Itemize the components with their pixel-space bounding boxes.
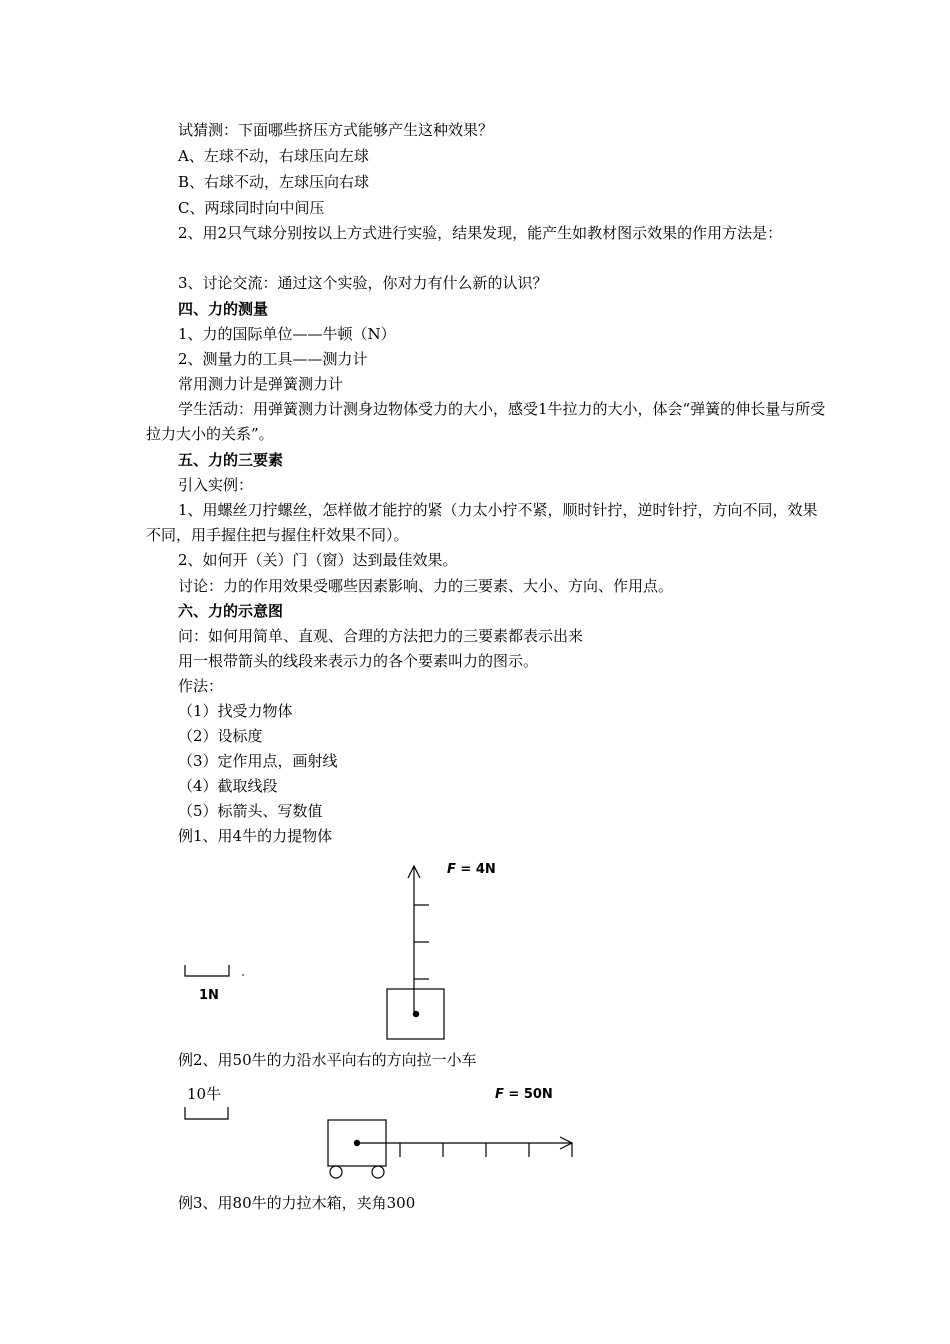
force-application-point-2 (354, 1140, 360, 1146)
cart-wheel-right (372, 1166, 384, 1178)
student-activity-paragraph: 学生活动：用弹簧测力计测身边物体受力的大小，感受1牛拉力的大小，体会“弹簧的伸长量与所受拉力大小的关系”。 (146, 400, 826, 443)
screwdriver-paragraph: 1、用螺丝刀拧螺丝，怎样做才能拧的紧（力太小拧不紧，顺时针拧，逆时针拧，方向不同，效果不同，用手握住把与握住杆效果不同）。 (146, 501, 818, 544)
three-elements-line: 讨论：力的作用效果受哪些因素影响、力的三要素、大小、方向、作用点。 (178, 577, 674, 595)
section-heading-4: 四、力的测量 (178, 300, 269, 318)
force-ticks-2 (400, 1143, 572, 1157)
scale-dot-1 (242, 974, 244, 976)
intro-examples-line: 引入实例： (178, 476, 254, 494)
object-box (387, 989, 444, 1039)
force-arrowhead-1 (408, 866, 420, 878)
force-label-1: F = 4N (447, 862, 496, 877)
experiment-paragraph: 2、用2只气球分别按以上方式进行实验，结果发现，能产生如教材图示效果的作用方法是： (178, 224, 783, 242)
cart-wheel-left (330, 1166, 342, 1178)
unit-line: 1、力的国际单位——牛顿（N） (178, 325, 396, 343)
section-heading-5: 五、力的三要素 (178, 451, 284, 469)
common-meter-line: 常用测力计是弹簧测力计 (178, 375, 344, 393)
force-ticks-1 (414, 905, 429, 979)
scale-label-1: 1N (199, 988, 219, 1003)
question-line: 问：如何用简单、直观、合理的方法把力的三要素都表示出来 (178, 627, 584, 645)
definition-line: 用一根带箭头的线段来表示力的各个要素叫力的图示。 (178, 652, 539, 670)
tool-line: 2、测量力的工具——测力计 (178, 350, 368, 368)
force-label-2: F = 50N (495, 1087, 553, 1102)
example-3-caption: 例3、用80牛的力拉木箱，夹角300 (178, 1194, 416, 1212)
guess-question: 试猜测：下面哪些挤压方式能够产生这种效果？ (178, 121, 494, 139)
force-application-point-1 (413, 1011, 419, 1017)
door-line: 2、如何开（关）门（窗）达到最佳效果。 (178, 551, 458, 569)
section-heading-6: 六、力的示意图 (178, 602, 284, 620)
cart-body (328, 1120, 386, 1166)
scale-bracket-1 (185, 965, 229, 976)
step-4: （4）截取线段 (178, 777, 278, 795)
scale-bracket-2 (185, 1107, 228, 1119)
step-5: （5）标箭头、写数值 (178, 802, 323, 820)
example-2-caption: 例2、用50牛的力沿水平向右的方向拉一小车 (178, 1051, 477, 1069)
discussion-line: 3、讨论交流：通过这个实验，你对力有什么新的认识？ (178, 274, 548, 292)
method-heading: 作法： (178, 677, 224, 695)
step-1: （1）找受力物体 (178, 702, 293, 720)
force-arrowhead-2 (560, 1137, 572, 1149)
example-1-caption: 例1、用4牛的力提物体 (178, 827, 333, 845)
option-c: C、两球同时向中间压 (178, 199, 325, 217)
option-b: B、右球不动，左球压向右球 (178, 173, 370, 191)
step-3: （3）定作用点，画射线 (178, 752, 338, 770)
step-2: （2）设标度 (178, 727, 263, 745)
scale-label-2: 10牛 (187, 1085, 222, 1103)
option-a: A、左球不动，右球压向左球 (178, 147, 369, 165)
